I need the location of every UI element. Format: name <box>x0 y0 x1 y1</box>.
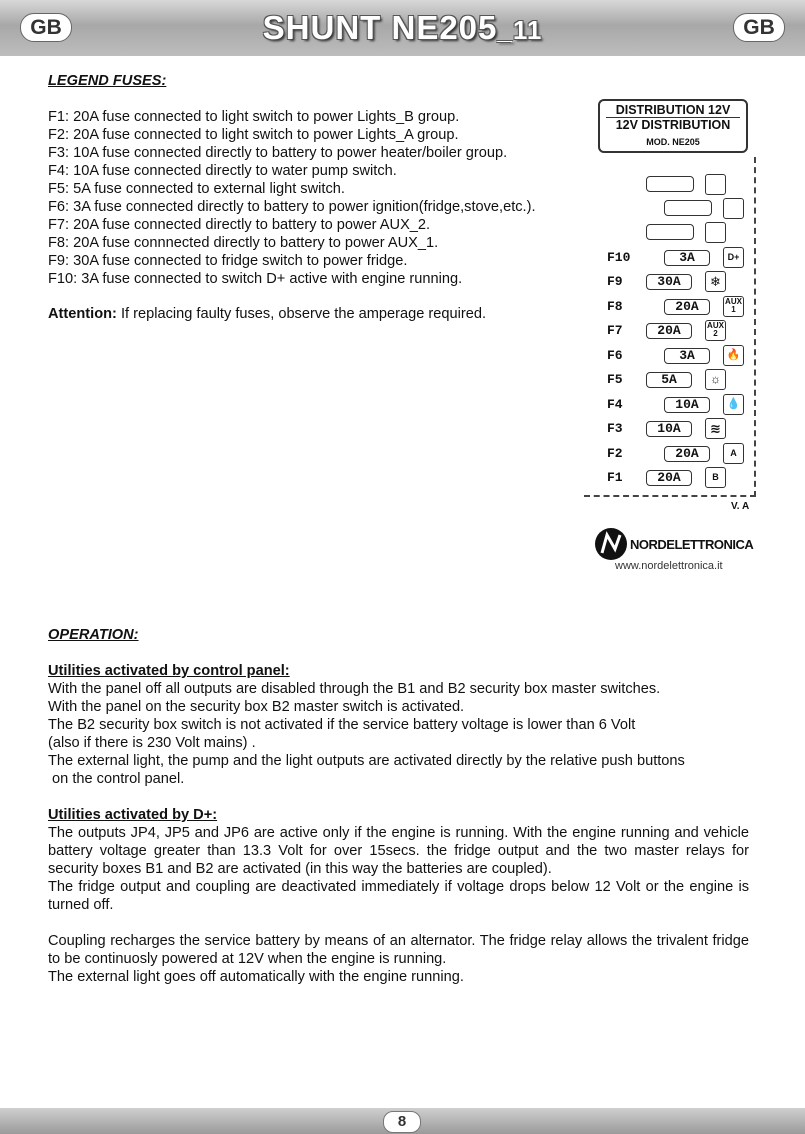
panel-subheading: Utilities activated by control panel: <box>48 663 290 679</box>
panel-line: (also if there is 230 Volt mains) . <box>48 735 256 751</box>
dplus-subheading: Utilities activated by D+: <box>48 807 218 823</box>
ignition-flame-icon: 🔥 <box>723 345 744 366</box>
lights-a-icon: A <box>723 443 744 464</box>
panel-line: With the panel on the security box B2 master switch is activated. <box>48 699 465 715</box>
empty-icon-slot <box>705 174 726 195</box>
distribution-line2: 12V DISTRIBUTION <box>606 117 740 132</box>
legend-item: F3: 10A fuse connected directly to battery to power heater/boiler group. <box>48 145 508 161</box>
aux-1-icon: AUX 1 <box>723 296 744 317</box>
fuse-label-f3: F3 <box>607 421 623 436</box>
heater-icon: ≋ <box>705 418 726 439</box>
page-header <box>0 0 805 56</box>
fuse-value-f10: 3A <box>664 250 710 266</box>
fuse-label-f8: F8 <box>607 299 623 314</box>
title-main: SHUNT NE205 <box>262 9 498 46</box>
legend-item: F9: 30A fuse connected to fridge switch to power fridge. <box>48 253 408 269</box>
fuse-label-f5: F5 <box>607 372 623 387</box>
dplus-paragraph-3: Coupling recharges the service battery by means of an alternator. The fridge relay allows the trivalent fridge to be continuosly powered at 12V when the engine is running. <box>48 933 749 967</box>
legend-item: F10: 3A fuse connected to switch D+ active with engine running. <box>48 271 463 287</box>
dplus-paragraph-1: The outputs JP4, JP5 and JP6 are active only if the engine is running. With the engine running and vehicle battery voltage greater than 13.3 Volt for over 15secs. the fridge output and the two master relays for security boxes B1 and B2 are activated (in this way the batteries are coupled). <box>48 825 749 877</box>
dplus-paragraph-4: The external light goes off automatically with the engine running. <box>48 969 464 985</box>
fuse-value-f1: 20A <box>646 470 692 486</box>
empty-fuse-slot <box>646 176 694 192</box>
fuse-value-f5: 5A <box>646 372 692 388</box>
fuse-label-f2: F2 <box>607 446 623 461</box>
fuse-label-f1: F1 <box>607 470 623 485</box>
legend-item: F7: 20A fuse connected directly to battery to power AUX_2. <box>48 217 431 233</box>
fuse-value-f6: 3A <box>664 348 710 364</box>
panel-line: The external light, the pump and the light outputs are activated directly by the relative push buttons <box>48 753 685 769</box>
attention-label: Attention: <box>48 306 117 322</box>
operation-heading: OPERATION: <box>48 627 139 643</box>
dplus-paragraph-2: The fridge output and coupling are deactivated immediately if voltage drops below 12 Volt or the engine is turned off. <box>48 879 749 913</box>
fuse-label-f9: F9 <box>607 274 623 289</box>
website-url: www.nordelettronica.it <box>615 560 723 572</box>
fuse-label-f7: F7 <box>607 323 623 338</box>
lights-b-icon: B <box>705 467 726 488</box>
legend-heading: LEGEND FUSES: <box>48 73 167 89</box>
legend-item: F2: 20A fuse connected to light switch to power Lights_A group. <box>48 127 459 143</box>
external-light-icon: ☼ <box>705 369 726 390</box>
legend-item: F4: 10A fuse connected directly to water pump switch. <box>48 163 397 179</box>
fuse-label-f10: F10 <box>607 250 631 265</box>
fuse-value-f4: 10A <box>664 397 710 413</box>
fuse-value-f3: 10A <box>646 421 692 437</box>
aux-2-icon: AUX 2 <box>705 320 726 341</box>
fuse-value-f7: 20A <box>646 323 692 339</box>
attention-text: If replacing faulty fuses, observe the amperage required. <box>116 306 487 322</box>
fuse-value-f9: 30A <box>646 274 692 290</box>
page-title <box>0 9 805 47</box>
fridge-snowflake-icon: ❄ <box>705 271 726 292</box>
legend-item: F5: 5A fuse connected to external light switch. <box>48 181 345 197</box>
panel-text <box>48 680 685 788</box>
legend-item: F8: 20A fuse connnected directly to battery to power AUX_1. <box>48 235 439 251</box>
distribution-box <box>598 99 748 153</box>
fuse-label-f6: F6 <box>607 348 623 363</box>
language-badge-right: GB <box>733 13 785 42</box>
brand-name: NORDELETTRONICA <box>630 537 754 552</box>
legend-item: F1: 20A fuse connected to light switch to power Lights_B group. <box>48 109 460 125</box>
legend-fuse-list <box>48 108 536 288</box>
empty-fuse-slot <box>646 224 694 240</box>
empty-fuse-slot <box>664 200 712 216</box>
water-pump-icon: 💧 <box>723 394 744 415</box>
panel-line: The B2 security box switch is not activated if the service battery voltage is lower than 6 Volt <box>48 717 636 733</box>
fuse-label-f4: F4 <box>607 397 623 412</box>
page-footer <box>0 1108 805 1134</box>
attention-note <box>48 305 486 323</box>
title-suffix: _11 <box>497 15 543 45</box>
engine-d-plus-icon: D+ <box>723 247 744 268</box>
version-label: V. A <box>731 501 750 512</box>
distribution-line1: DISTRIBUTION 12V <box>615 103 731 117</box>
fuse-value-f2: 20A <box>664 446 710 462</box>
logo-emblem-icon <box>594 527 628 561</box>
panel-line: on the control panel. <box>48 771 185 787</box>
nordelettronica-logo <box>594 527 754 561</box>
empty-icon-slot <box>723 198 744 219</box>
model-label: MOD. NE205 <box>646 137 700 147</box>
fuse-value-f8: 20A <box>664 299 710 315</box>
empty-icon-slot <box>705 222 726 243</box>
legend-item: F6: 3A fuse connected directly to battery to power ignition(fridge,stove,etc.). <box>48 199 536 215</box>
page-number: 8 <box>383 1111 421 1133</box>
language-badge-left: GB <box>20 13 72 42</box>
panel-line: With the panel off all outputs are disabled through the B1 and B2 security box master switches. <box>48 681 661 697</box>
